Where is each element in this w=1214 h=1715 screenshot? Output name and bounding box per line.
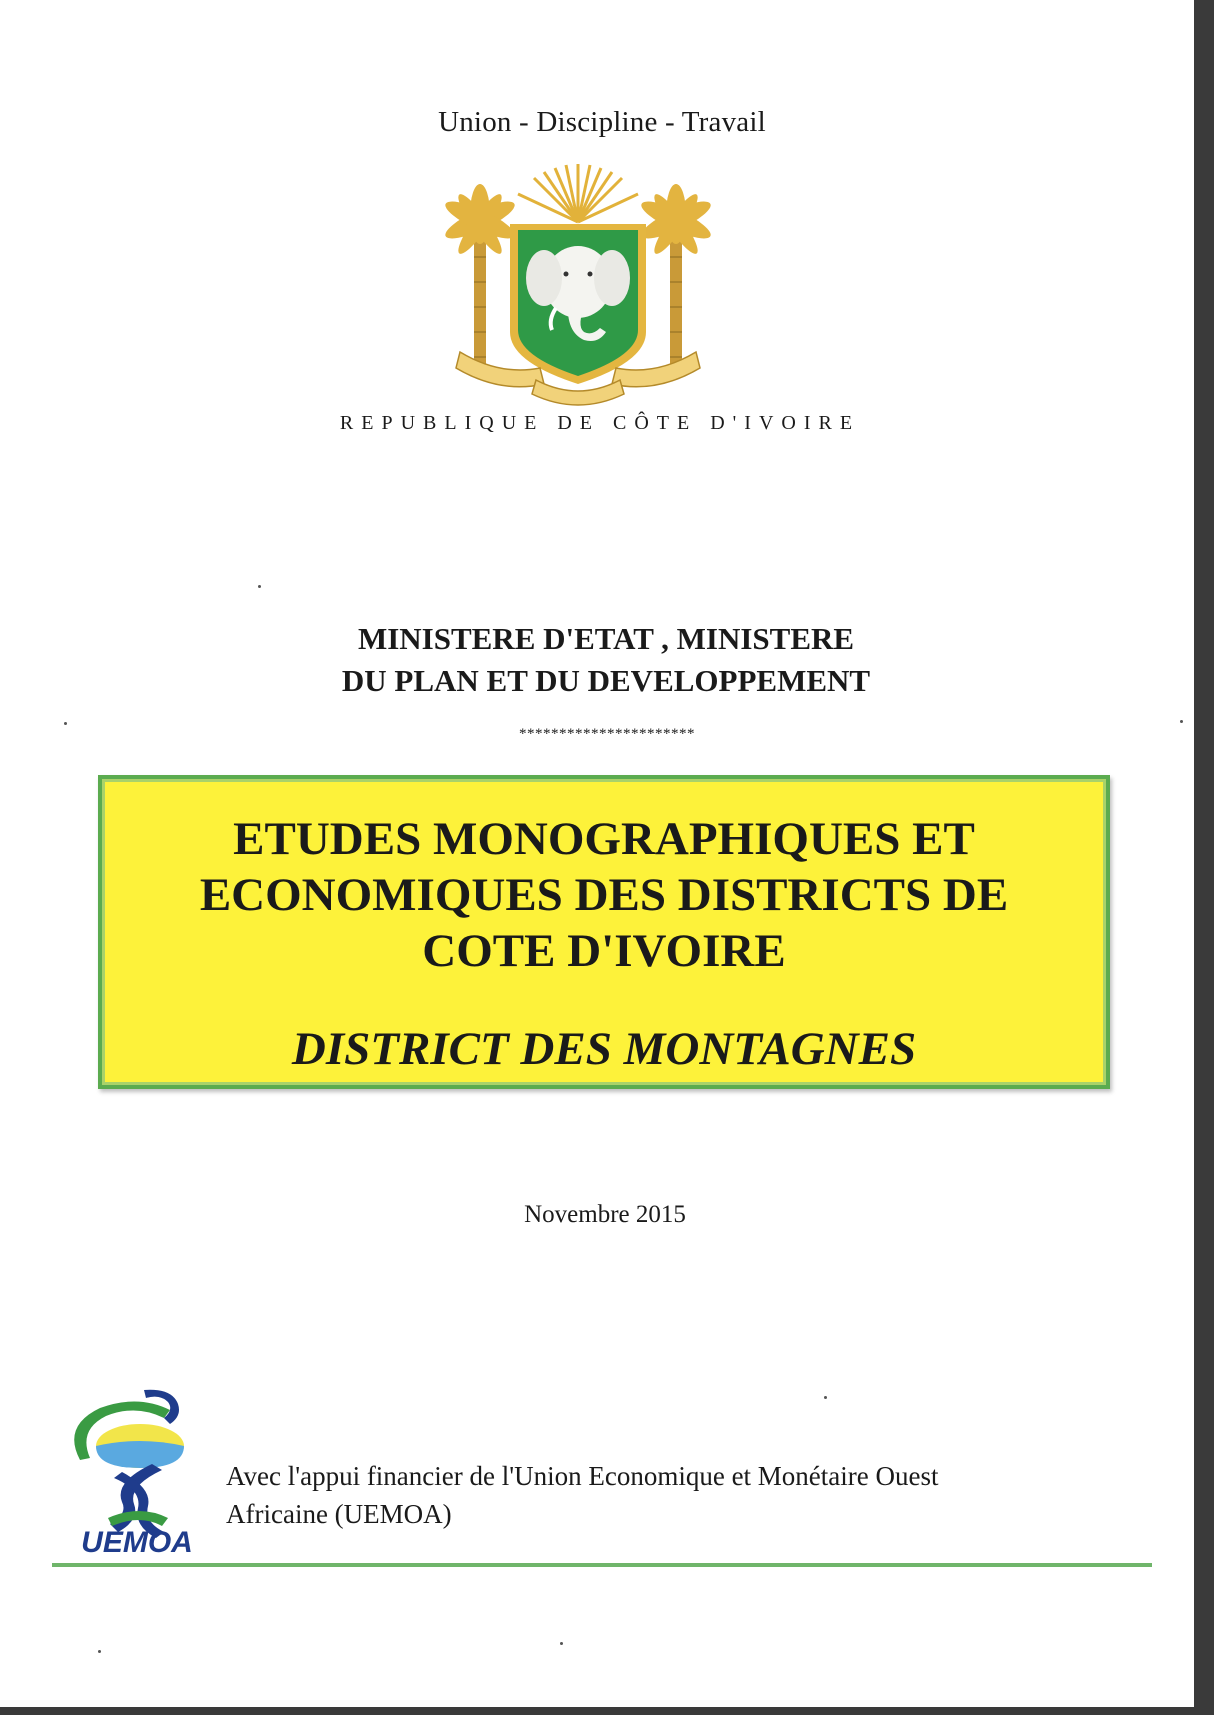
scan-speck <box>258 585 261 588</box>
ministry-line-2: DU PLAN ET DU DEVELOPPEMENT <box>341 663 871 698</box>
scan-speck <box>824 1396 827 1399</box>
footer-rule <box>52 1563 1152 1567</box>
svg-text:UEMOA: UEMOA <box>81 1526 193 1556</box>
document-title <box>102 811 1106 979</box>
scan-speck <box>560 1642 563 1645</box>
support-line-1: Avec l'appui financier de l'Union Economique et Monétaire Ouest <box>226 1461 939 1491</box>
scan-speck <box>64 722 67 725</box>
country-name: REPUBLIQUE DE CÔTE D'IVOIRE <box>339 412 861 434</box>
title-line-1: ETUDES MONOGRAPHIQUES ET <box>233 813 975 865</box>
coat-of-arms-icon <box>440 162 716 412</box>
publication-date: Novembre 2015 <box>524 1201 686 1228</box>
funding-statement <box>226 1457 1126 1533</box>
separator: ********************** <box>519 726 695 742</box>
title-line-3: COTE D'IVOIRE <box>422 925 786 977</box>
scan-speck <box>1180 720 1183 723</box>
national-motto: Union - Discipline - Travail <box>438 106 766 138</box>
ministry-line-1: MINISTERE D'ETAT , MINISTERE <box>357 621 855 656</box>
support-line-2: Africaine (UEMOA) <box>226 1499 452 1529</box>
title-box <box>98 775 1110 1089</box>
scan-speck <box>98 1650 101 1653</box>
district-subtitle: DISTRICT DES MONTAGNES <box>291 1023 917 1075</box>
uemoa-logo-icon <box>52 1386 222 1556</box>
title-line-2: ECONOMIQUES DES DISTRICTS DE <box>199 869 1009 921</box>
ministry-heading <box>0 618 1194 702</box>
